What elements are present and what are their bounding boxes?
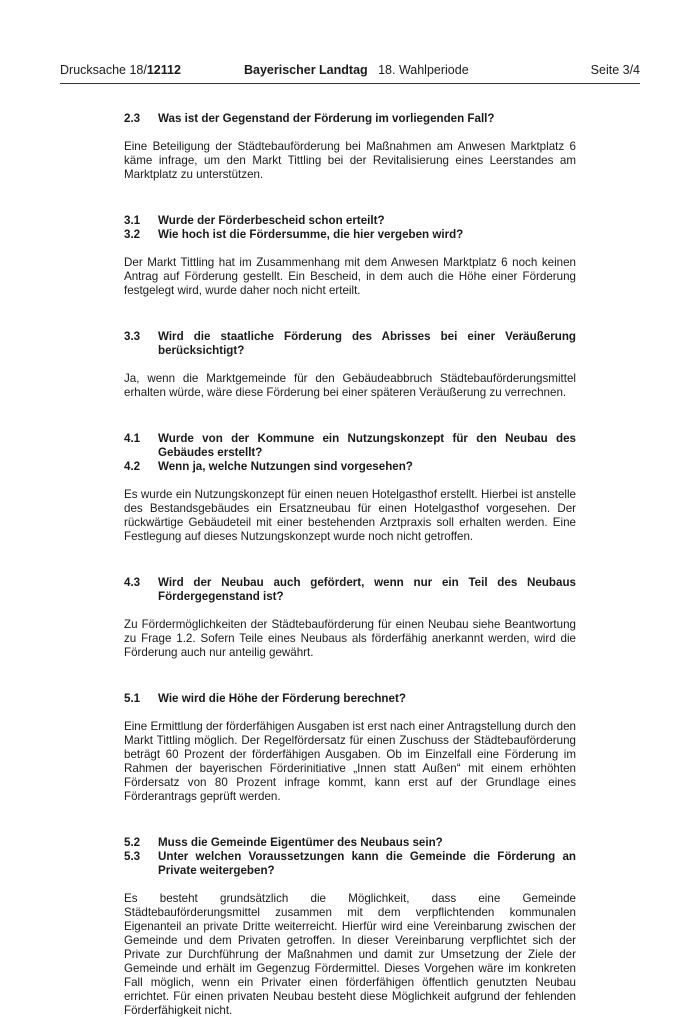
question-number: 3.1: [124, 214, 141, 227]
section-4-1-4-2: [124, 432, 576, 544]
question-number: 5.1: [124, 692, 141, 705]
header-rule: [60, 83, 640, 84]
section-3-1-3-2: [124, 214, 576, 298]
section-5-1: [124, 692, 576, 804]
question-text: Wurde der Förderbescheid schon erteilt?: [158, 214, 385, 227]
question-number: 3.2: [124, 228, 141, 241]
answer-paragraph: Eine Ermittlung der förderfähigen Ausgaben ist erst nach einer Antragstellung durch den Markt Tittling möglich. Der Regelfördersatz für einen Zuschuss der Städtebauförderung beträgt 60 Prozent der förderfähigen Ausgaben. Ob im Einzelfall eine Förderung im Rahmen der bayerischen Förderinitiative „Innen statt Außen“ mit einem erhöhten Fördersatz von 80 Prozent infrage kommt, kann erst auf der Grundlage eines Förderantrags geprüft werden.: [124, 720, 576, 803]
question-text: Wie hoch ist die Fördersumme, die hier vergeben wird?: [158, 228, 464, 241]
answer-paragraph: Eine Beteiligung der Städtebauförderung bei Maßnahmen am Anwesen Marktplatz 6 käme infrage, um den Markt Tittling bei der Revitalisierung eines Leerstandes am Marktplatz zu unterstützen.: [124, 140, 576, 181]
question: [124, 460, 576, 474]
question-text: Was ist der Gegenstand der Förderung im vorliegenden Fall?: [158, 112, 495, 125]
question: [124, 330, 576, 358]
question: [124, 850, 576, 878]
drucksache-prefix: Drucksache 18/: [60, 63, 147, 77]
question-text: Wenn ja, welche Nutzungen sind vorgesehen?: [158, 460, 413, 473]
answer-paragraph: Es besteht grundsätzlich die Möglichkeit, dass eine Gemeinde Städtebauförderungsmittel zusammen mit dem verpflichtenden kommunalen Eigenanteil an private Dritte weiterreicht. Hierfür wird eine Vereinbarung zwischen der Gemeinde und dem Privaten getroffen. In dieser Vereinbarung verpflichtet sich der Private zur Durchführung der Maßnahmen und damit zur Umsetzung der Ziele der Gemeinde und erhält im Gegenzug Fördermittel. Dieses Vorgehen wäre im konkreten Fall möglich, wenn ein Privater einen förderfähigen öffentlich genutzten Neubau errichtet. Für einen privaten Neubau besteht diese Möglichkeit aufgrund der fehlenden Förderfähigkeit nicht.: [124, 892, 576, 1017]
section-3-3: [124, 330, 576, 400]
question-text: Wie wird die Höhe der Förderung berechnet?: [158, 692, 406, 705]
section-2-3: [124, 112, 576, 182]
question-number: 4.3: [124, 576, 141, 589]
question: [124, 214, 576, 228]
header-center: [244, 63, 469, 77]
question-text: Unter welchen Voraussetzungen kann die Gemeinde die Förderung an Private weitergeben?: [158, 850, 576, 877]
question: [124, 228, 576, 242]
question-text: Wird der Neubau auch gefördert, wenn nur ein Teil des Neubaus Fördergegenstand ist?: [158, 576, 576, 603]
question-text: Wurde von der Kommune ein Nutzungskonzept für den Neubau des Gebäudes erstellt?: [158, 432, 576, 459]
question-number: 5.2: [124, 836, 141, 849]
answer-paragraph: Ja, wenn die Marktgemeinde für den Gebäudeabbruch Städtebauförderungsmittel erhalten würde, wäre diese Förderung bei einer späteren Veräußerung zu verrechnen.: [124, 372, 576, 399]
question: [124, 432, 576, 460]
landtag-name: Bayerischer Landtag: [244, 63, 368, 77]
question-text: Wird die staatliche Förderung des Abrisses bei einer Veräußerung berücksichtigt?: [158, 330, 576, 357]
question-number: 4.1: [124, 432, 141, 445]
page-header: [60, 63, 640, 81]
drucksache-number: 12112: [146, 63, 181, 77]
question: [124, 836, 576, 850]
drucksache-label: [60, 63, 181, 77]
section-5-2-5-3: [124, 836, 576, 1018]
page-number: Seite 3/4: [590, 63, 640, 77]
document-body: [124, 112, 576, 1018]
question: [124, 692, 576, 706]
question: [124, 112, 576, 126]
answer-paragraph: Der Markt Tittling hat im Zusammenhang mit dem Anwesen Marktplatz 6 noch keinen Antrag auf Förderung gestellt. Ein Bescheid, in dem auch die Höhe einer Förderung festgelegt wird, wurde daher noch nicht erteilt.: [124, 256, 576, 297]
answer-paragraph: Zu Fördermöglichkeiten der Städtebauförderung für einen Neubau siehe Beantwortung zu Frage 1.2. Sofern Teile eines Neubaus als förderfähig anerkannt werden, wird die Förderung auch nur anteilig gewährt.: [124, 618, 576, 659]
question: [124, 576, 576, 604]
question-number: 5.3: [124, 850, 141, 863]
question-number: 2.3: [124, 112, 141, 125]
wahlperiode: 18. Wahlperiode: [378, 63, 469, 77]
answer-paragraph: Es wurde ein Nutzungskonzept für einen neuen Hotelgasthof erstellt. Hierbei ist anstelle des Bestandsgebäudes ein Ersatzneubau für einen Hotelgasthof vorgesehen. Der rückwärtige Gebäudeteil mit einer bestehenden Arztpraxis soll erhalten werden. Eine Festlegung auf dieses Nutzungskonzept wurde noch nicht getroffen.: [124, 488, 576, 543]
question-number: 4.2: [124, 460, 141, 473]
question-number: 3.3: [124, 330, 141, 343]
question-text: Muss die Gemeinde Eigentümer des Neubaus sein?: [158, 836, 443, 849]
section-4-3: [124, 576, 576, 660]
